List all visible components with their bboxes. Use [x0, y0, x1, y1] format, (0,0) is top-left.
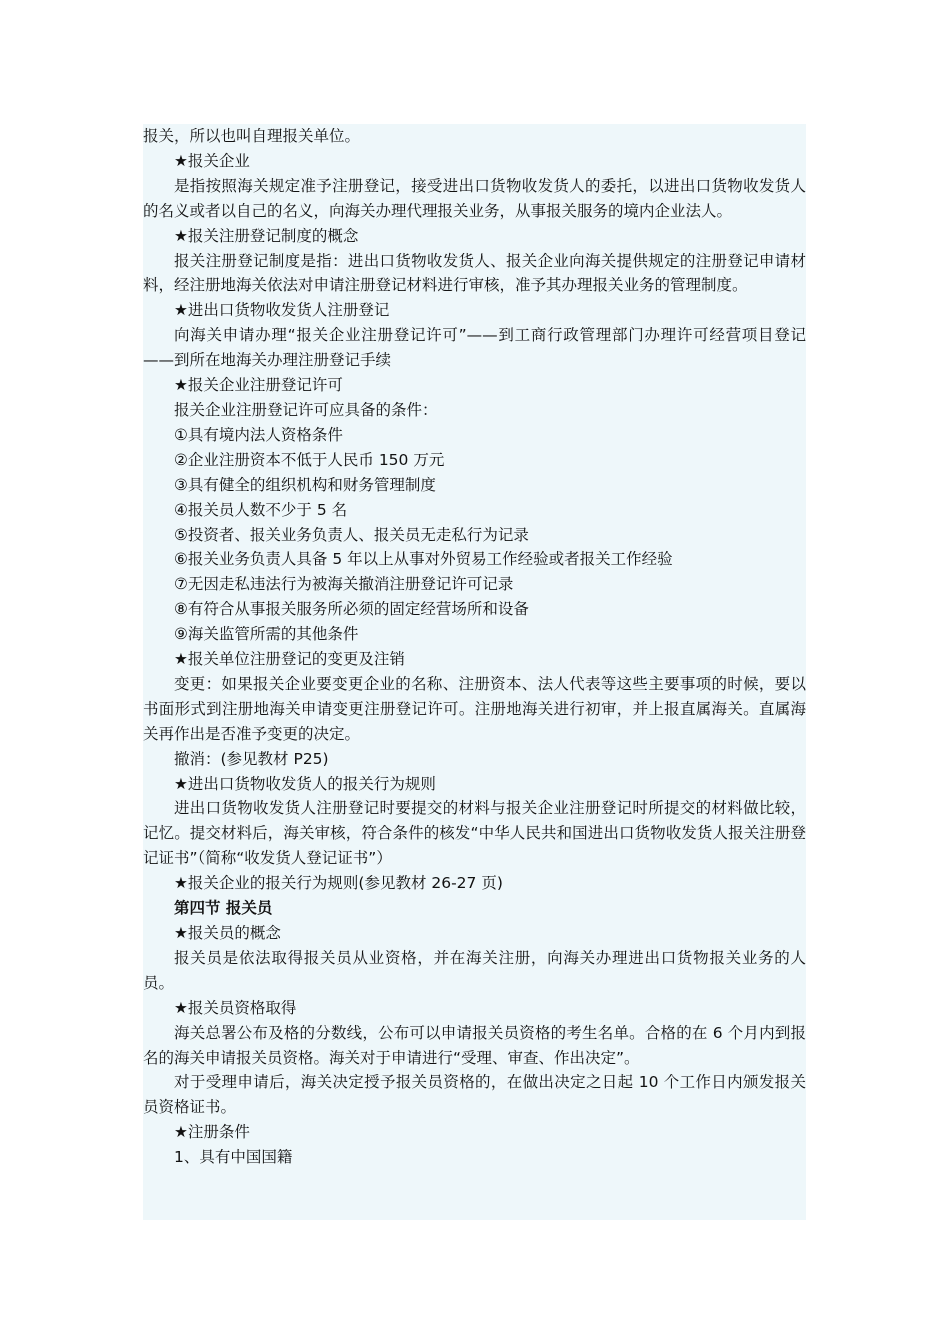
paragraph: ★报关员的概念: [174, 924, 281, 942]
list-item: ⑨海关监管所需的其他条件: [174, 625, 359, 644]
list-item: ②企业注册资本不低于人民币 150 万元: [174, 450, 445, 469]
paragraph: ★报关单位注册登记的变更及注销: [174, 650, 405, 669]
paragraph: 是指按照海关规定准予注册登记，接受进出口货物收发货人的委托，以进出口货物收发货人的名义或者以自己的名义，向海关办理代理报关业务，从事报关服务的境内企业法人。: [143, 176, 806, 220]
paragraph: 向海关申请办理“报关企业注册登记许可”——到工商行政管理部门办理许可经营项目登记——到所在地海关办理注册登记手续: [143, 326, 806, 370]
paragraph: 报关员是依法取得报关员从业资格，并在海关注册，向海关办理进出口货物报关业务的人员。: [143, 948, 806, 992]
paragraph: ★报关注册登记制度的概念: [174, 226, 359, 245]
paragraph: 1、具有中国国籍: [174, 1148, 293, 1167]
paragraph: 进出口货物收发货人注册登记时要提交的材料与报关企业注册登记时所提交的材料做比较，记忆。提交材料后，海关审核，符合条件的核发“中华人民共和国进出口货物收发货人报关注册登记证书”（简称“收发货人登记证书”）: [143, 799, 806, 868]
paragraph: ★进出口货物收发货人注册登记: [174, 301, 390, 320]
paragraph: 报关，所以也叫自理报关单位。: [143, 127, 361, 145]
document-body: [143, 124, 806, 1170]
paragraph: ★报关企业注册登记许可: [174, 376, 343, 395]
list-item: ⑧有符合从事报关服务所必须的固定经营场所和设备: [174, 600, 529, 619]
list-item: ⑥报关业务负责人具备 5 年以上从事对外贸易工作经验或者报关工作经验: [174, 550, 673, 569]
list-item: ⑦无因走私违法行为被海关撤消注册登记许可记录: [174, 575, 514, 594]
list-item: ③具有健全的组织机构和财务管理制度: [174, 475, 436, 494]
paragraph: ★注册条件: [174, 1123, 250, 1142]
paragraph: 对于受理申请后，海关决定授予报关员资格的，在做出决定之日起 10 个工作日内颁发报关员资格证书。: [143, 1073, 806, 1117]
paragraph: ★报关企业: [174, 151, 250, 170]
paragraph: ★报关员资格取得: [174, 998, 297, 1017]
paragraph: 报关注册登记制度是指：进出口货物收发货人、报关企业向海关提供规定的注册登记申请材料，经注册地海关依法对申请注册登记材料进行审核，准予其办理报关业务的管理制度。: [143, 251, 806, 295]
paragraph: 撤消：(参见教材 P25): [174, 749, 329, 768]
paragraph: 变更：如果报关企业要变更企业的名称、注册资本、法人代表等这些主要事项的时候，要以书面形式到注册地海关申请变更注册登记许可。注册地海关进行初审，并上报直属海关。直属海关再作出是否准予变更的决定。: [143, 674, 806, 743]
paragraph: 海关总署公布及格的分数线，公布可以申请报关员资格的考生名单。合格的在 6 个月内到报名的海关申请报关员资格。海关对于申请进行“受理、审查、作出决定”。: [143, 1023, 806, 1067]
paragraph: 报关企业注册登记许可应具备的条件：: [174, 400, 438, 419]
paragraph: ★进出口货物收发货人的报关行为规则: [174, 774, 436, 793]
list-item: ⑤投资者、报关业务负责人、报关员无走私行为记录: [174, 525, 529, 544]
paragraph: ★报关企业的报关行为规则(参见教材 26-27 页): [174, 874, 503, 893]
list-item: ④报关员人数不少于 5 名: [174, 500, 348, 519]
list-item: ①具有境内法人资格条件: [174, 425, 343, 444]
section-heading: 第四节 报关员: [174, 899, 273, 918]
